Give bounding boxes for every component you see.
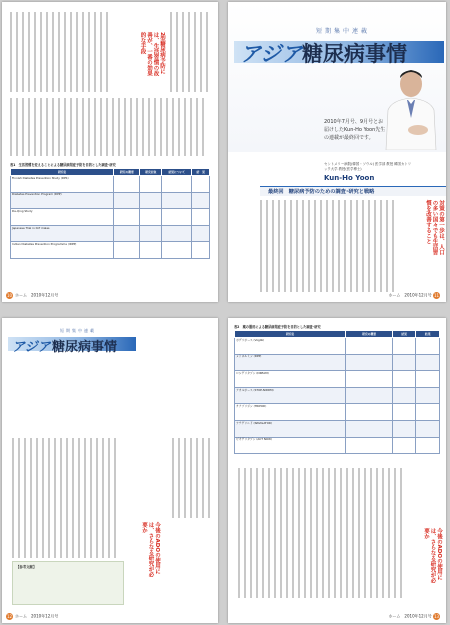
- table-row: チアゾリジン (TRIPOD): [235, 404, 440, 421]
- lede-text: 2010年7月号、9月号とお届けしたKun-Ho Yoon先生の連載が最終回です。: [324, 119, 386, 141]
- table-header: 研究対象: [140, 169, 162, 176]
- series-label: 短期集中連載: [60, 328, 96, 333]
- body-text-top: [10, 12, 210, 92]
- table-row: ピオグリタゾン (ACT NOW): [235, 437, 440, 454]
- table-2-title: 表2 薬の服用による糖尿病発症予防を目的とした調査･研究: [234, 325, 321, 329]
- table-2: [234, 330, 440, 454]
- author-affiliation: セントメリー病院(韓国・ソウル) 医学部 教授 韓国カトリック大学 教授(医学博士): [324, 162, 412, 172]
- body-text: [238, 468, 404, 598]
- table-row: ボグリボース (Voglib): [235, 338, 440, 355]
- author-name: Kun-Ho Yoon: [324, 174, 375, 182]
- page-footer: 12 ホーム 2010年12月号: [6, 613, 59, 619]
- body-text: [260, 200, 400, 292]
- page-1: [2, 2, 218, 302]
- table-row: Diabetes Prevention Program (DPP): [11, 192, 210, 209]
- title-asia: アジア: [240, 41, 303, 66]
- author-photo: [378, 64, 444, 150]
- table-header: 結果: [392, 331, 416, 338]
- table-row: ナテグリニド (NAVIGATOR): [235, 420, 440, 437]
- table-row: Finnish Diabetes Prevention Study (DPS): [11, 176, 210, 193]
- table-row: Japanese Trial in IGT males: [11, 225, 210, 242]
- table-row: Indian Diabetes Prevention Programme (IDPP): [11, 242, 210, 259]
- masthead: [234, 38, 444, 66]
- table-header: 研究の概要: [346, 331, 393, 338]
- body-text: [12, 438, 212, 558]
- masthead: [8, 328, 138, 356]
- table-row: Da-Qing Study: [11, 209, 210, 226]
- pull-quote: 今後のADOの使用には、さらなる研究が必要か: [423, 528, 442, 583]
- table-row: ロシグリタゾン (DREAM): [235, 371, 440, 388]
- table-header: 研究の概要: [114, 169, 140, 176]
- references-box: [12, 561, 124, 605]
- page-2: [228, 2, 446, 302]
- pull-quote: 2型糖尿病予防には、生活習慣の改善が、一番の効果的な手段: [139, 32, 165, 76]
- table-header: 結 果: [192, 169, 210, 176]
- title-diabetes: 糖尿病事情: [302, 41, 407, 66]
- pull-quote: 対策の第一歩は、人口の多い国々でも生活習慣を改善すること: [425, 200, 444, 255]
- table-header: 研究名: [235, 331, 346, 338]
- body-text-middle: [10, 98, 210, 156]
- page-footer: ホーム 2010年12月号 13: [388, 613, 440, 619]
- page-number: 10: [6, 293, 13, 298]
- page-number: 12: [6, 614, 13, 619]
- title-asia: アジア: [12, 340, 51, 355]
- pull-quote: 今後のADOの使用には、さらなる研究が必要か: [141, 522, 160, 577]
- chapter-heading: 最終回 糖尿病予防のための調査･研究と戦略: [260, 186, 446, 196]
- table-row: メトホルミン (DPP): [235, 354, 440, 371]
- references-title: 【参考文献】: [16, 565, 37, 569]
- table-row: アカルボース (STOP-NIDDM): [235, 387, 440, 404]
- table-header: 研究名: [11, 169, 114, 176]
- table-header: 結果について: [162, 169, 192, 176]
- table-header: 結果: [416, 331, 440, 338]
- table-1: [10, 168, 210, 259]
- series-label: 短期集中連載: [316, 28, 371, 35]
- page-3: [2, 318, 218, 623]
- page-4: [228, 318, 446, 623]
- title-diabetes: 糖尿病事情: [52, 340, 118, 355]
- page-number: 11: [433, 293, 440, 298]
- page-number: 13: [433, 614, 440, 619]
- table-1-title: 表1 生活習慣を変えることによる糖尿病発症予防を目的とした調査･研究: [10, 163, 116, 167]
- page-footer: ホーム 2010年12月号 11: [388, 292, 440, 298]
- page-footer: 10 ホーム 2010年12月号: [6, 292, 59, 298]
